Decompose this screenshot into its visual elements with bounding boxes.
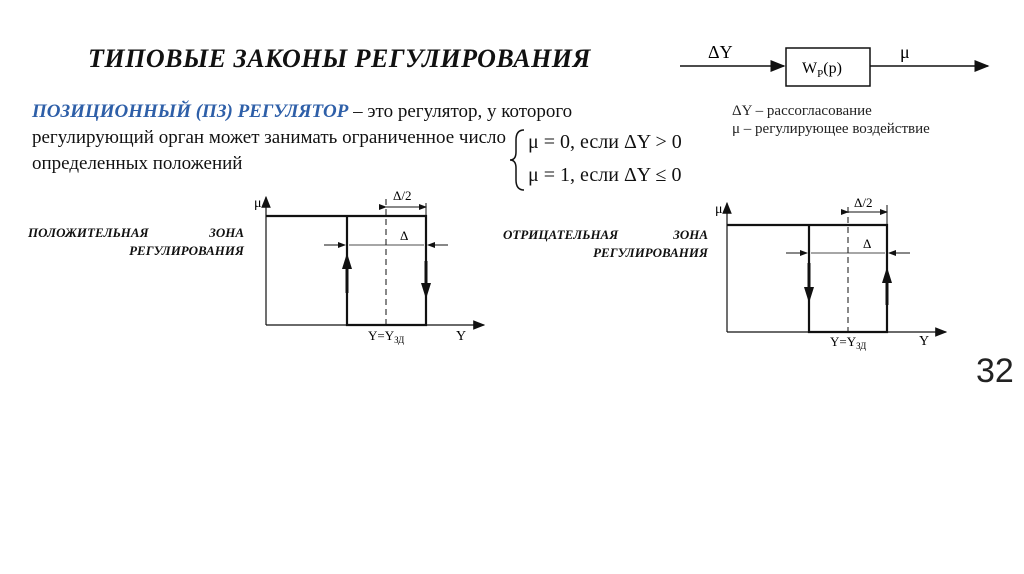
up-arrow-head	[342, 253, 352, 269]
x-axis-label: Y	[919, 334, 930, 349]
positive-zone-line1: ПОЛОЖИТЕЛЬНАЯ ЗОНА	[28, 225, 244, 240]
setpoint-subscript: ЗД	[856, 341, 867, 351]
definition-text: – это регулятор, у которого регулирующий орган может занимать ограниченное число определенных положений	[32, 101, 573, 174]
up-arrow-head	[882, 267, 892, 283]
x-axis-label: Y	[456, 329, 467, 344]
page-title: ТИПОВЫЕ ЗАКОНЫ РЕГУЛИРОВАНИЯ	[88, 44, 591, 73]
legend-mismatch: ΔY – рассогласование	[732, 103, 872, 119]
y-axis-label: μ	[254, 196, 262, 211]
y-axis-label: μ	[715, 202, 723, 217]
down-arrow-head	[421, 283, 431, 299]
positive-zone-label	[28, 224, 244, 260]
setpoint-label: Y=Y	[830, 334, 857, 349]
regulator-block-diagram	[676, 36, 994, 96]
condition-mu-zero: μ = 0, если ΔY > 0	[528, 131, 682, 153]
delta-label: Δ	[400, 228, 409, 243]
down-arrow-head	[804, 287, 814, 303]
positive-zone-graph	[250, 185, 500, 345]
half-delta-label: Δ/2	[854, 195, 873, 210]
block-label: W	[802, 60, 818, 77]
output-label: μ	[900, 42, 910, 62]
block-subscript: P	[817, 68, 824, 80]
svg-text:Y=YЗД	[830, 334, 866, 351]
input-label: ΔY	[708, 42, 733, 62]
svg-text:Y=YЗД	[368, 328, 404, 345]
condition-mu-one: μ = 1, если ΔY ≤ 0	[528, 164, 682, 186]
negative-zone-label	[503, 226, 708, 262]
conditions-brace	[508, 128, 528, 192]
page-number: 32	[976, 352, 1014, 390]
half-delta-label: Δ/2	[393, 188, 412, 203]
positive-zone-line2: РЕГУЛИРОВАНИЯ	[129, 243, 244, 258]
setpoint-label: Y=Y	[368, 328, 395, 343]
definition-term: ПОЗИЦИОННЫЙ (ПЗ) РЕГУЛЯТОР	[32, 101, 349, 122]
delta-label: Δ	[863, 236, 872, 251]
negative-zone-line2: РЕГУЛИРОВАНИЯ	[593, 245, 708, 260]
legend-control-action: μ – регулирующее воздействие	[732, 121, 930, 137]
setpoint-subscript: ЗД	[394, 335, 405, 345]
block-arg: (p)	[823, 60, 842, 77]
negative-zone-graph	[710, 195, 960, 355]
negative-zone-line1: ОТРИЦАТЕЛЬНАЯ ЗОНА	[503, 227, 708, 242]
